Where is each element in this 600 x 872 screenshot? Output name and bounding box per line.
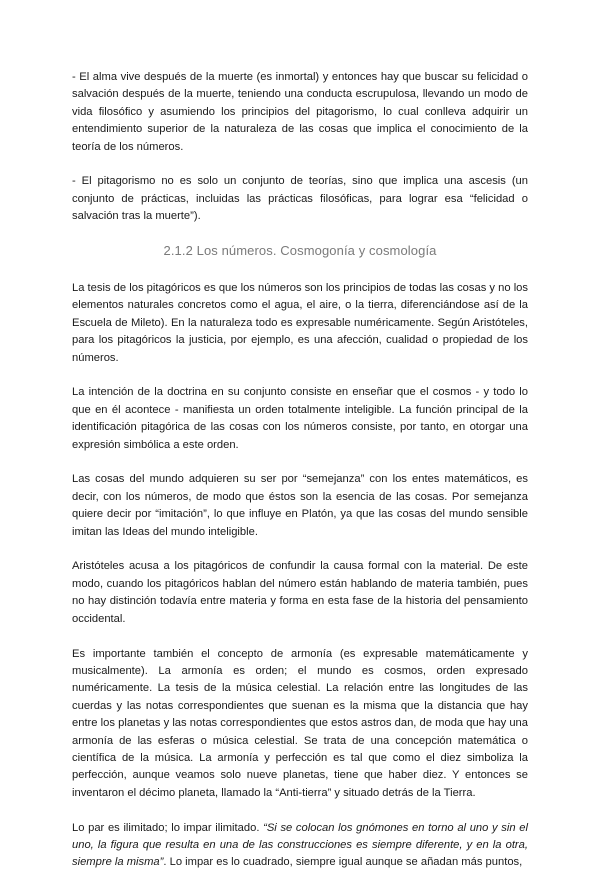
gnomon-quote: “Si se colocan los gnómones en torno al uno y sin el uno, la figura que resulta en una de las construcciones es siempre diferente, y en la otra, siempre la misma” [72, 821, 528, 869]
par-impar-tail: . Lo impar es lo cuadrado, siempre igual aunque se añadan más puntos, [163, 856, 523, 869]
paragraph-soul-immortal: - El alma vive después de la muerte (es inmortal) y entonces hay que buscar su felicidad o salvación después de la muerte, teniendo una conducta escrupulosa, llevando un modo de vida filosófico y asumiendo los principios del pitagorismo, lo cual conlleva adquirir un entendimiento superior de la naturaleza de las cosas que implica el conocimiento de la teoría de los números. [72, 71, 528, 153]
section-heading: 2.1.2 Los números. Cosmogonía y cosmología [163, 243, 437, 259]
paragraph-doctrine-intention: La intención de la doctrina en su conjunto consiste en enseñar que el cosmos - y todo lo que en él acontece - manifiesta un orden totalmente inteligible. La función principal de la identificación pitagórica de las cosas con los números consiste, por tanto, en otorgar una expresión simbólica a este orden. [72, 386, 528, 451]
paragraph-numbers-principles: La tesis de los pitagóricos es que los números son los principios de todas las cosas y no los elementos naturales concretos como el agua, el aire, o la tierra, diferenciándose así de la Escuela de Mileto). En la naturaleza todo es expresable numéricamente. Según Aristóteles, para los pitagóricos la justicia, por ejemplo, es una afección, cualidad o propiedad de los números. [72, 282, 528, 364]
paragraph-ascesis: - El pitagorismo no es solo un conjunto de teorías, sino que implica una ascesis (un conjunto de prácticas, incluidas las prácticas filosóficas, para lograr esa “felicidad o salvación tras la muerte”). [72, 175, 528, 223]
paragraph-armonia: Es importante también el concepto de armonía (es expresable matemáticamente y musicalmente). La armonía es orden; el mundo es cosmos, orden expresado numéricamente. La tesis de la música celestial. La relación entre las longitudes de las cuerdas y las notas correspondientes que suenan es la misma que la distancia que hay entre los planetas y las notas correspondientes que estos astros dan, de moda que hay una armonía de las esferas o música celestial. Se trata de una concepción matemática o científica de la música. La armonía y perfección es tal que como el diez simboliza la perfección, aunque veamos solo nueve planetas, tiene que haber diez. Y entonces se inventaron el décimo planeta, llamado la “Anti-tierra” y situado detrás de la Tierra. [72, 647, 528, 799]
paragraph-par-impar [72, 820, 528, 872]
paragraph-aristoteles: Aristóteles acusa a los pitagóricos de confundir la causa formal con la material. De este modo, cuando los pitagóricos hablan del número están hablando de materia también, pues no hay distinción todavía entre materia y forma en esta fase de la historia del pensamiento occidental. [72, 560, 528, 625]
paragraph-semejanza: Las cosas del mundo adquieren su ser por “semejanza” con los entes matemáticos, es decir, con los números, de modo que éstos son la esencia de las cosas. Por semejanza quiere decir por “imitación”, lo que influye en Platón, ya que las cosas del mundo sensible imitan las Ideas del mundo inteligible. [72, 473, 528, 538]
par-impar-lead: Lo par es ilimitado; lo impar ilimitado. [72, 821, 264, 834]
